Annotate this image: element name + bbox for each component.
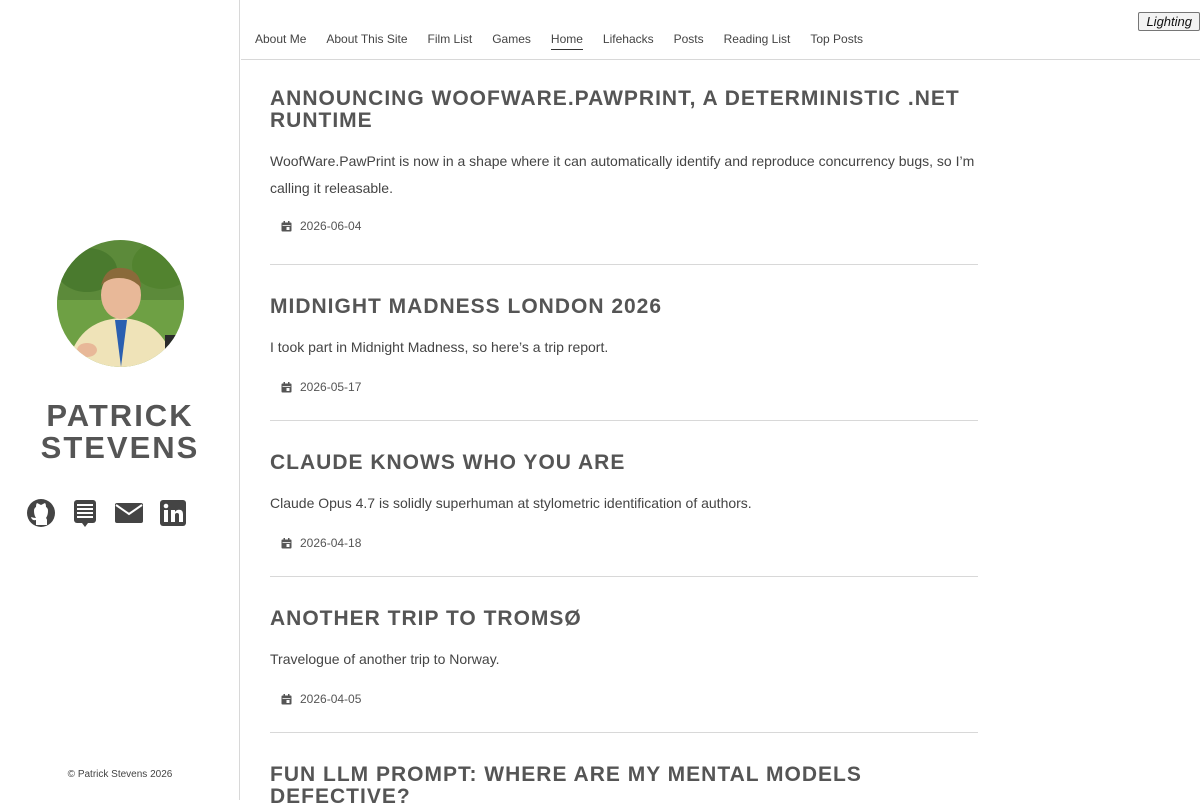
post-title-link[interactable]: FUN LLM PROMPT: WHERE ARE MY MENTAL MODELS DEFECTIVE? (270, 763, 862, 808)
nav-item-top-posts[interactable]: Top Posts (810, 32, 864, 46)
email-link[interactable] (113, 497, 145, 529)
post-date-text: 2026-06-04 (300, 219, 362, 233)
author-avatar (57, 240, 184, 367)
linkedin-icon (157, 497, 189, 529)
post-summary: WoofWare.PawPrint is now in a shape where it can automatically identify and reproduce concurrency bugs, so I’m calling it releasable. (270, 153, 975, 196)
calendar-icon (281, 538, 292, 549)
post-summary: Claude Opus 4.7 is solidly superhuman at stylometric identification of authors. (270, 495, 752, 511)
nav-item-reading-list[interactable]: Reading List (723, 32, 791, 46)
post-date-text: 2026-05-17 (300, 380, 362, 394)
rss-feed-icon (69, 497, 101, 529)
top-navigation (241, 0, 1200, 60)
post-title-link[interactable]: ANOTHER TRIP TO TROMSØ (270, 607, 582, 630)
post-entry (270, 608, 978, 733)
post-title-link[interactable]: ANNOUNCING WOOFWARE.PAWPRINT, A DETERMINISTIC .NET RUNTIME (270, 87, 960, 132)
post-list (270, 88, 978, 808)
post-entry (270, 88, 978, 265)
post-date-text: 2026-04-18 (300, 536, 362, 550)
post-summary: I took part in Midnight Madness, so here’s a trip report. (270, 339, 609, 355)
post-date-text: 2026-04-05 (300, 692, 362, 706)
copyright-notice: © Patrick Stevens 2026 (67, 769, 173, 780)
nav-item-about-this-site[interactable]: About This Site (326, 32, 408, 46)
github-link[interactable] (25, 497, 57, 529)
github-icon (25, 497, 57, 529)
calendar-icon (281, 694, 292, 705)
nav-item-games[interactable]: Games (492, 32, 531, 46)
post-entry (270, 296, 978, 421)
rss-feed-link[interactable] (69, 497, 101, 529)
post-title-link[interactable]: CLAUDE KNOWS WHO YOU ARE (270, 451, 626, 474)
nav-item-film-list[interactable]: Film List (427, 32, 473, 46)
calendar-icon (281, 221, 292, 232)
post-date (270, 219, 978, 233)
nav-item-posts[interactable]: Posts (673, 32, 704, 46)
linkedin-link[interactable] (157, 497, 189, 529)
post-date (270, 692, 978, 706)
post-summary: Travelogue of another trip to Norway. (270, 651, 500, 667)
post-entry (270, 764, 978, 808)
post-entry (270, 452, 978, 577)
nav-menu (255, 32, 883, 50)
calendar-icon (281, 382, 292, 393)
author-name: PATRICK STEVENS (40, 398, 200, 465)
post-date (270, 380, 978, 394)
lighting-toggle-button[interactable]: Lighting (1138, 12, 1200, 31)
post-date (270, 536, 978, 550)
envelope-icon (113, 497, 145, 529)
nav-item-lifehacks[interactable]: Lifehacks (602, 32, 654, 46)
nav-item-about-me[interactable]: About Me (255, 32, 307, 46)
sidebar (0, 0, 240, 800)
nav-item-home[interactable]: Home (551, 32, 583, 50)
social-links (25, 497, 201, 529)
post-title-link[interactable]: MIDNIGHT MADNESS LONDON 2026 (270, 295, 663, 318)
